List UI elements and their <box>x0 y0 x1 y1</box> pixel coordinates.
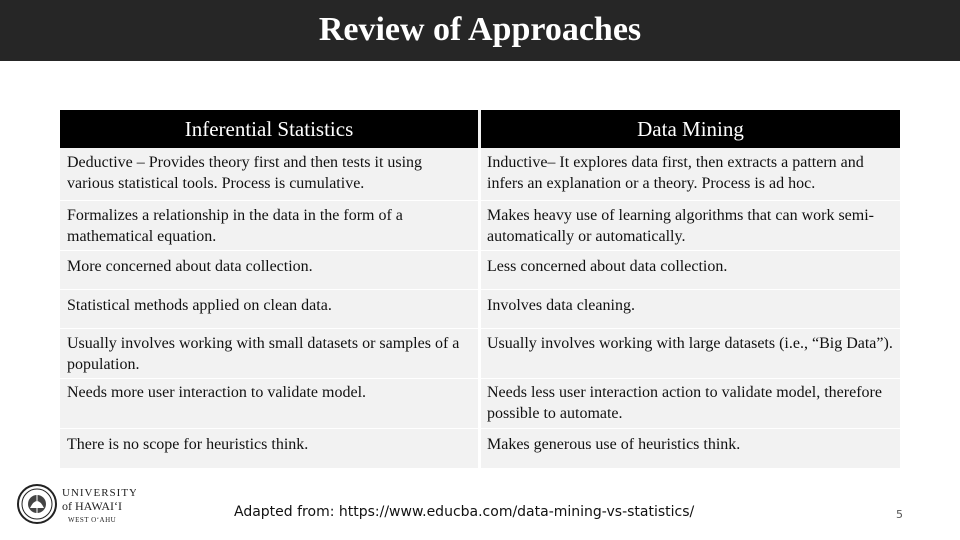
title-bar <box>0 0 960 61</box>
logo-line-1: UNIVERSITY <box>62 487 136 499</box>
logo-line-3: WEST OʻAHU <box>68 516 117 524</box>
comparison-table <box>60 110 900 468</box>
university-seal-icon <box>16 482 136 528</box>
cell-data-mining: Needs less user interaction action to validate model, therefore possible to automate. <box>487 384 882 422</box>
header-data-mining: Data Mining <box>481 110 900 148</box>
cell-statistics: There is no scope for heuristics think. <box>67 436 309 453</box>
university-logo <box>16 482 136 528</box>
cell-data-mining: Involves data cleaning. <box>487 297 635 314</box>
table-header-row <box>60 110 900 148</box>
cell-statistics: More concerned about data collection. <box>67 258 313 275</box>
cell-statistics: Statistical methods applied on clean data. <box>67 297 332 314</box>
source-footnote: Adapted from: https://www.educba.com/data-mining-vs-statistics/ <box>234 504 695 520</box>
cell-statistics: Usually involves working with small datasets or samples of a population. <box>67 335 460 373</box>
cell-data-mining: Inductive– It explores data first, then extracts a pattern and infers an explanation or a theory. Process is ad hoc. <box>487 154 864 192</box>
cell-data-mining: Less concerned about data collection. <box>487 258 728 275</box>
logo-line-2: of HAWAIʻI <box>62 499 123 513</box>
cell-statistics: Needs more user interaction to validate model. <box>67 384 367 401</box>
cell-data-mining: Makes generous use of heuristics think. <box>487 436 741 453</box>
cell-statistics: Deductive – Provides theory first and then tests it using various statistical tools. Process is cumulative. <box>67 154 423 192</box>
cell-data-mining: Usually involves working with large datasets (i.e., “Big Data”). <box>487 335 893 352</box>
slide-title: Review of Approaches <box>318 11 642 48</box>
column-divider <box>478 148 481 468</box>
cell-statistics: Formalizes a relationship in the data in the form of a mathematical equation. <box>67 207 403 245</box>
header-inferential-statistics: Inferential Statistics <box>60 110 478 148</box>
cell-data-mining: Makes heavy use of learning algorithms that can work semi-automatically or automatically. <box>487 207 874 245</box>
page-number: 5 <box>896 508 903 521</box>
